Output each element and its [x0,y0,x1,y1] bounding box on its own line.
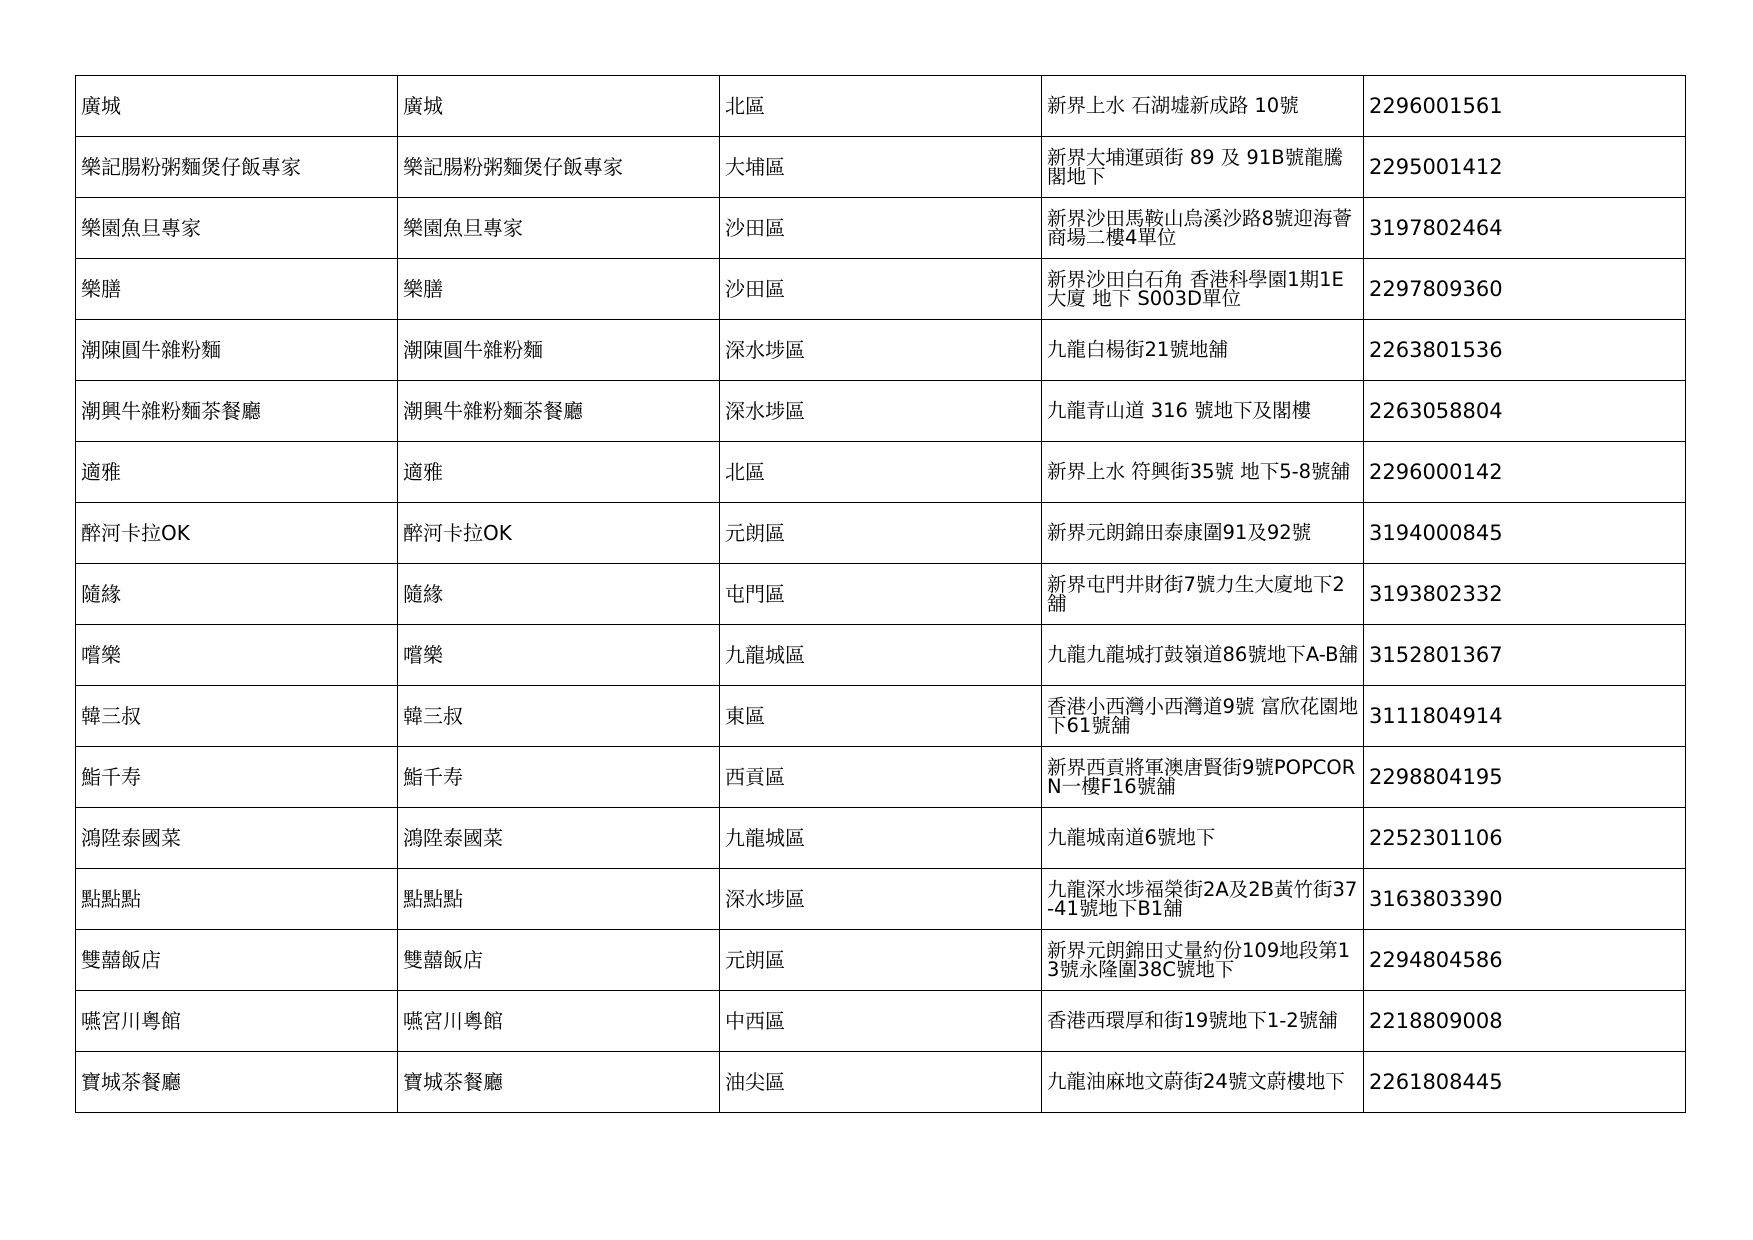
district-cell: 九龍城區 [720,625,1042,686]
phone-cell: 2296001561 [1364,76,1686,137]
district-cell: 大埔區 [720,137,1042,198]
district-cell: 北區 [720,76,1042,137]
district-cell: 東區 [720,686,1042,747]
restaurant-name-cell: 醉河卡拉OK [76,503,398,564]
phone-cell: 3163803390 [1364,869,1686,930]
restaurant-name-alt-cell: 潮陳圓牛雜粉麵 [398,320,720,381]
table-row [76,808,1686,869]
district-cell: 元朗區 [720,503,1042,564]
restaurant-name-cell: 點點點 [76,869,398,930]
restaurant-name-cell: 嚐樂 [76,625,398,686]
table-row [76,991,1686,1052]
address-cell: 新界沙田馬鞍山烏溪沙路8號迎海薈商場二樓4單位 [1042,198,1364,259]
restaurant-name-alt-cell: 樂膳 [398,259,720,320]
address-cell: 新界元朗錦田泰康圍91及92號 [1042,503,1364,564]
phone-cell: 3111804914 [1364,686,1686,747]
table-row [76,259,1686,320]
phone-cell: 2263058804 [1364,381,1686,442]
restaurant-name-alt-cell: 寶城茶餐廳 [398,1052,720,1113]
restaurant-name-cell: 潮陳圓牛雜粉麵 [76,320,398,381]
restaurant-name-cell: 隨緣 [76,564,398,625]
phone-cell: 2252301106 [1364,808,1686,869]
district-cell: 元朗區 [720,930,1042,991]
table-row [76,747,1686,808]
address-cell: 九龍青山道 316 號地下及閣樓 [1042,381,1364,442]
restaurant-name-cell: 鮨千寿 [76,747,398,808]
restaurant-name-alt-cell: 嚥宮川粵館 [398,991,720,1052]
restaurant-name-alt-cell: 隨緣 [398,564,720,625]
phone-cell: 3193802332 [1364,564,1686,625]
restaurant-name-alt-cell: 適雅 [398,442,720,503]
table-row [76,76,1686,137]
phone-cell: 2296000142 [1364,442,1686,503]
district-cell: 中西區 [720,991,1042,1052]
district-cell: 北區 [720,442,1042,503]
phone-cell: 3194000845 [1364,503,1686,564]
table-row [76,320,1686,381]
district-cell: 沙田區 [720,198,1042,259]
restaurant-name-alt-cell: 廣城 [398,76,720,137]
table-row [76,625,1686,686]
district-cell: 油尖區 [720,1052,1042,1113]
address-cell: 新界大埔運頭街 89 及 91B號龍騰閣地下 [1042,137,1364,198]
district-cell: 深水埗區 [720,381,1042,442]
restaurant-name-alt-cell: 鴻陞泰國菜 [398,808,720,869]
restaurant-name-cell: 樂記腸粉粥麵煲仔飯專家 [76,137,398,198]
table-row [76,137,1686,198]
restaurant-name-alt-cell: 醉河卡拉OK [398,503,720,564]
restaurant-name-alt-cell: 鮨千寿 [398,747,720,808]
address-cell: 新界屯門井財街7號力生大廈地下2舖 [1042,564,1364,625]
address-cell: 九龍油麻地文蔚街24號文蔚樓地下 [1042,1052,1364,1113]
restaurant-table [75,75,1686,1113]
restaurant-name-cell: 適雅 [76,442,398,503]
restaurant-name-cell: 雙囍飯店 [76,930,398,991]
phone-cell: 2218809008 [1364,991,1686,1052]
address-cell: 九龍白楊街21號地舖 [1042,320,1364,381]
table-row [76,198,1686,259]
district-cell: 深水埗區 [720,869,1042,930]
restaurant-name-cell: 樂園魚旦專家 [76,198,398,259]
address-cell: 新界元朗錦田丈量約份109地段第13號永隆圍38C號地下 [1042,930,1364,991]
table-row [76,869,1686,930]
restaurant-name-cell: 潮興牛雜粉麵茶餐廳 [76,381,398,442]
phone-cell: 2295001412 [1364,137,1686,198]
restaurant-name-cell: 廣城 [76,76,398,137]
phone-cell: 2294804586 [1364,930,1686,991]
table-row [76,686,1686,747]
phone-cell: 2263801536 [1364,320,1686,381]
district-cell: 九龍城區 [720,808,1042,869]
phone-cell: 2261808445 [1364,1052,1686,1113]
address-cell: 新界上水 石湖墟新成路 10號 [1042,76,1364,137]
phone-cell: 2298804195 [1364,747,1686,808]
district-cell: 屯門區 [720,564,1042,625]
table-row [76,381,1686,442]
restaurant-name-alt-cell: 樂記腸粉粥麵煲仔飯專家 [398,137,720,198]
restaurant-name-alt-cell: 韓三叔 [398,686,720,747]
restaurant-name-cell: 鴻陞泰國菜 [76,808,398,869]
phone-cell: 2297809360 [1364,259,1686,320]
district-cell: 沙田區 [720,259,1042,320]
table-row [76,1052,1686,1113]
address-cell: 新界沙田白石角 香港科學園1期1E大廈 地下 S003D單位 [1042,259,1364,320]
restaurant-name-cell: 樂膳 [76,259,398,320]
address-cell: 九龍城南道6號地下 [1042,808,1364,869]
phone-cell: 3197802464 [1364,198,1686,259]
address-cell: 新界西貢將軍澳唐賢街9號POPCORN一樓F16號舖 [1042,747,1364,808]
restaurant-name-alt-cell: 嚐樂 [398,625,720,686]
restaurant-name-alt-cell: 雙囍飯店 [398,930,720,991]
phone-cell: 3152801367 [1364,625,1686,686]
district-cell: 西貢區 [720,747,1042,808]
address-cell: 香港小西灣小西灣道9號 富欣花園地下61號舖 [1042,686,1364,747]
restaurant-name-cell: 嚥宮川粵館 [76,991,398,1052]
restaurant-name-cell: 寶城茶餐廳 [76,1052,398,1113]
table-row [76,564,1686,625]
address-cell: 九龍深水埗福榮街2A及2B黃竹街37-41號地下B1舖 [1042,869,1364,930]
address-cell: 香港西環厚和街19號地下1-2號舖 [1042,991,1364,1052]
table-row [76,930,1686,991]
restaurant-name-alt-cell: 潮興牛雜粉麵茶餐廳 [398,381,720,442]
table-row [76,503,1686,564]
restaurant-name-alt-cell: 點點點 [398,869,720,930]
district-cell: 深水埗區 [720,320,1042,381]
address-cell: 新界上水 符興街35號 地下5-8號舖 [1042,442,1364,503]
restaurant-name-cell: 韓三叔 [76,686,398,747]
address-cell: 九龍九龍城打鼓嶺道86號地下A-B舖 [1042,625,1364,686]
restaurant-name-alt-cell: 樂園魚旦專家 [398,198,720,259]
table-row [76,442,1686,503]
